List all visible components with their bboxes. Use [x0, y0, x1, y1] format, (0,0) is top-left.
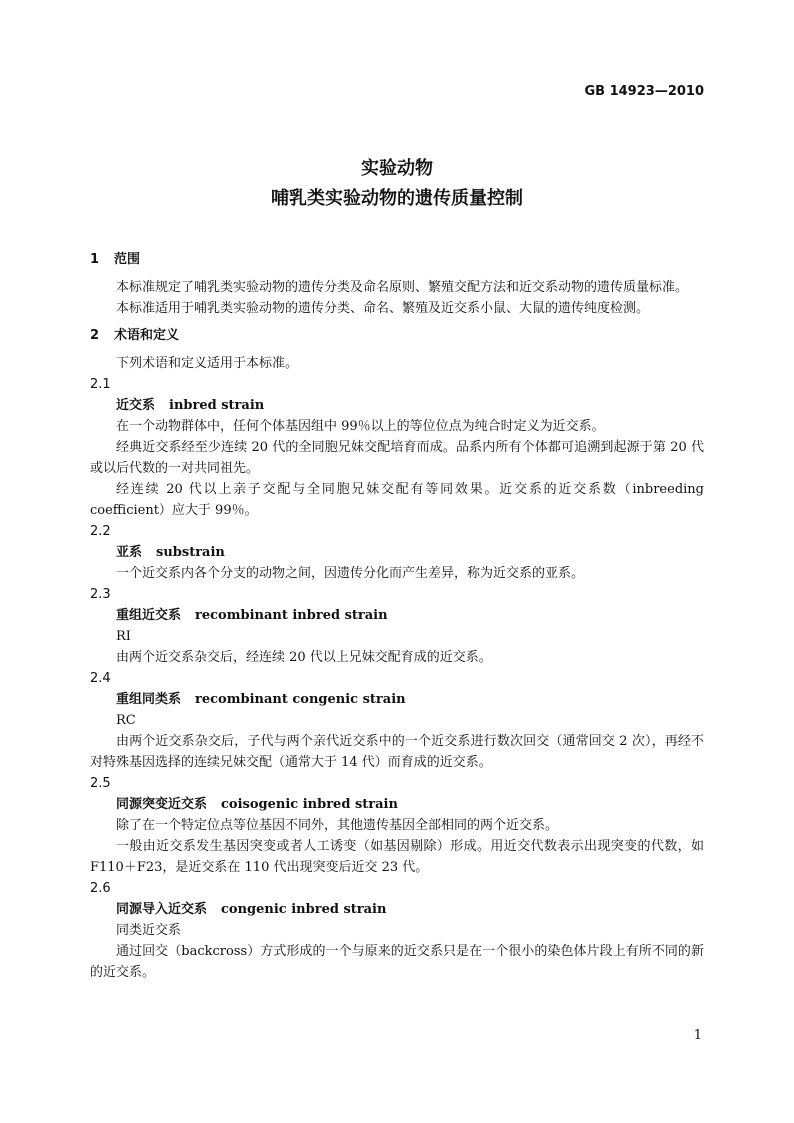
page-number: 1 — [693, 1028, 702, 1043]
paragraph: 一个近交系内各个分支的动物之间，因遗传分化而产生差异，称为近交系的亚系。 — [116, 566, 585, 581]
term-abbreviation: RC — [116, 713, 136, 728]
term-zh: 重组近交系 — [116, 608, 182, 623]
paragraph: 由两个近交系杂交后，经连续 20 代以上兄妹交配育成的近交系。 — [116, 650, 492, 665]
term-entry — [90, 689, 704, 710]
document-body — [90, 249, 704, 983]
paragraph: 通过回交（backcross）方式形成的一个与原来的近交系只是在一个很小的染色体片段上有所不同的新的近交系。 — [90, 944, 704, 980]
paragraph: 除了在一个特定位点等位基因不同外，其他遗传基因全部相同的两个近交系。 — [116, 818, 559, 833]
paragraph: 经典近交系经至少连续 20 代的全同胞兄妹交配培育而成。品系内所有个体都可追溯到起源于第 20 代或以后代数的一对共同祖先。 — [90, 440, 704, 476]
paragraph: 下列术语和定义适用于本标准。 — [116, 356, 299, 371]
section-number: 2 — [90, 328, 100, 343]
term-en: recombinant inbred strain — [195, 608, 388, 623]
term-entry — [90, 605, 704, 626]
section-number: 1 — [90, 252, 100, 267]
clause-number: 2.6 — [90, 881, 111, 896]
section-title: 术语和定义 — [114, 328, 180, 343]
clause-number: 2.5 — [90, 776, 111, 791]
term-en: recombinant congenic strain — [195, 692, 406, 707]
clause-number: 2.2 — [90, 524, 111, 539]
clause-number: 2.1 — [90, 377, 111, 392]
paragraph: 本标准规定了哺乳类实验动物的遗传分类及命名原则、繁殖交配方法和近交系动物的遗传质量标准。 — [116, 280, 689, 295]
term-entry — [90, 542, 704, 563]
term-synonym: 同类近交系 — [116, 923, 182, 938]
term-zh: 同源导入近交系 — [116, 902, 208, 917]
term-zh: 同源突变近交系 — [116, 797, 208, 812]
term-entry — [90, 395, 704, 416]
term-zh: 亚系 — [116, 545, 143, 560]
term-en: substrain — [156, 545, 225, 560]
section-title: 范围 — [114, 252, 141, 267]
term-entry — [90, 899, 704, 920]
paragraph: 一般由近交系发生基因突变或者人工诱变（如基因剔除）形成。用近交代数表示出现突变的代数，如 F110＋F23，是近交系在 110 代出现突变后近交 23 代。 — [90, 839, 704, 875]
paragraph: 经连续 20 代以上亲子交配与全同胞兄妹交配有等同效果。近交系的近交系数（inbreeding coefficient）应大于 99％。 — [90, 482, 704, 518]
clause-number: 2.4 — [90, 671, 111, 686]
term-zh: 重组同类系 — [116, 692, 182, 707]
document-title: 实验动物 — [361, 158, 433, 179]
term-entry — [90, 794, 704, 815]
document-subtitle: 哺乳类实验动物的遗传质量控制 — [271, 188, 523, 209]
paragraph: 在一个动物群体中，任何个体基因组中 99％以上的等位位点为纯合时定义为近交系。 — [116, 419, 605, 434]
term-en: inbred strain — [169, 398, 265, 413]
term-abbreviation: RI — [116, 629, 131, 644]
paragraph: 本标准适用于哺乳类实验动物的遗传分类、命名、繁殖及近交系小鼠、大鼠的遗传纯度检测。 — [116, 301, 650, 316]
clause-number: 2.3 — [90, 587, 111, 602]
section-1-heading — [90, 249, 704, 270]
section-2-heading — [90, 325, 704, 346]
term-zh: 近交系 — [116, 398, 156, 413]
term-en: congenic inbred strain — [221, 902, 387, 917]
standard-code: GB 14923—2010 — [584, 84, 704, 99]
paragraph: 由两个近交系杂交后，子代与两个亲代近交系中的一个近交系进行数次回交（通常回交 2 次），再经不对特殊基因选择的连续兄妹交配（通常大于 14 代）而育成的近交系。 — [90, 734, 704, 770]
term-en: coisogenic inbred strain — [221, 797, 398, 812]
